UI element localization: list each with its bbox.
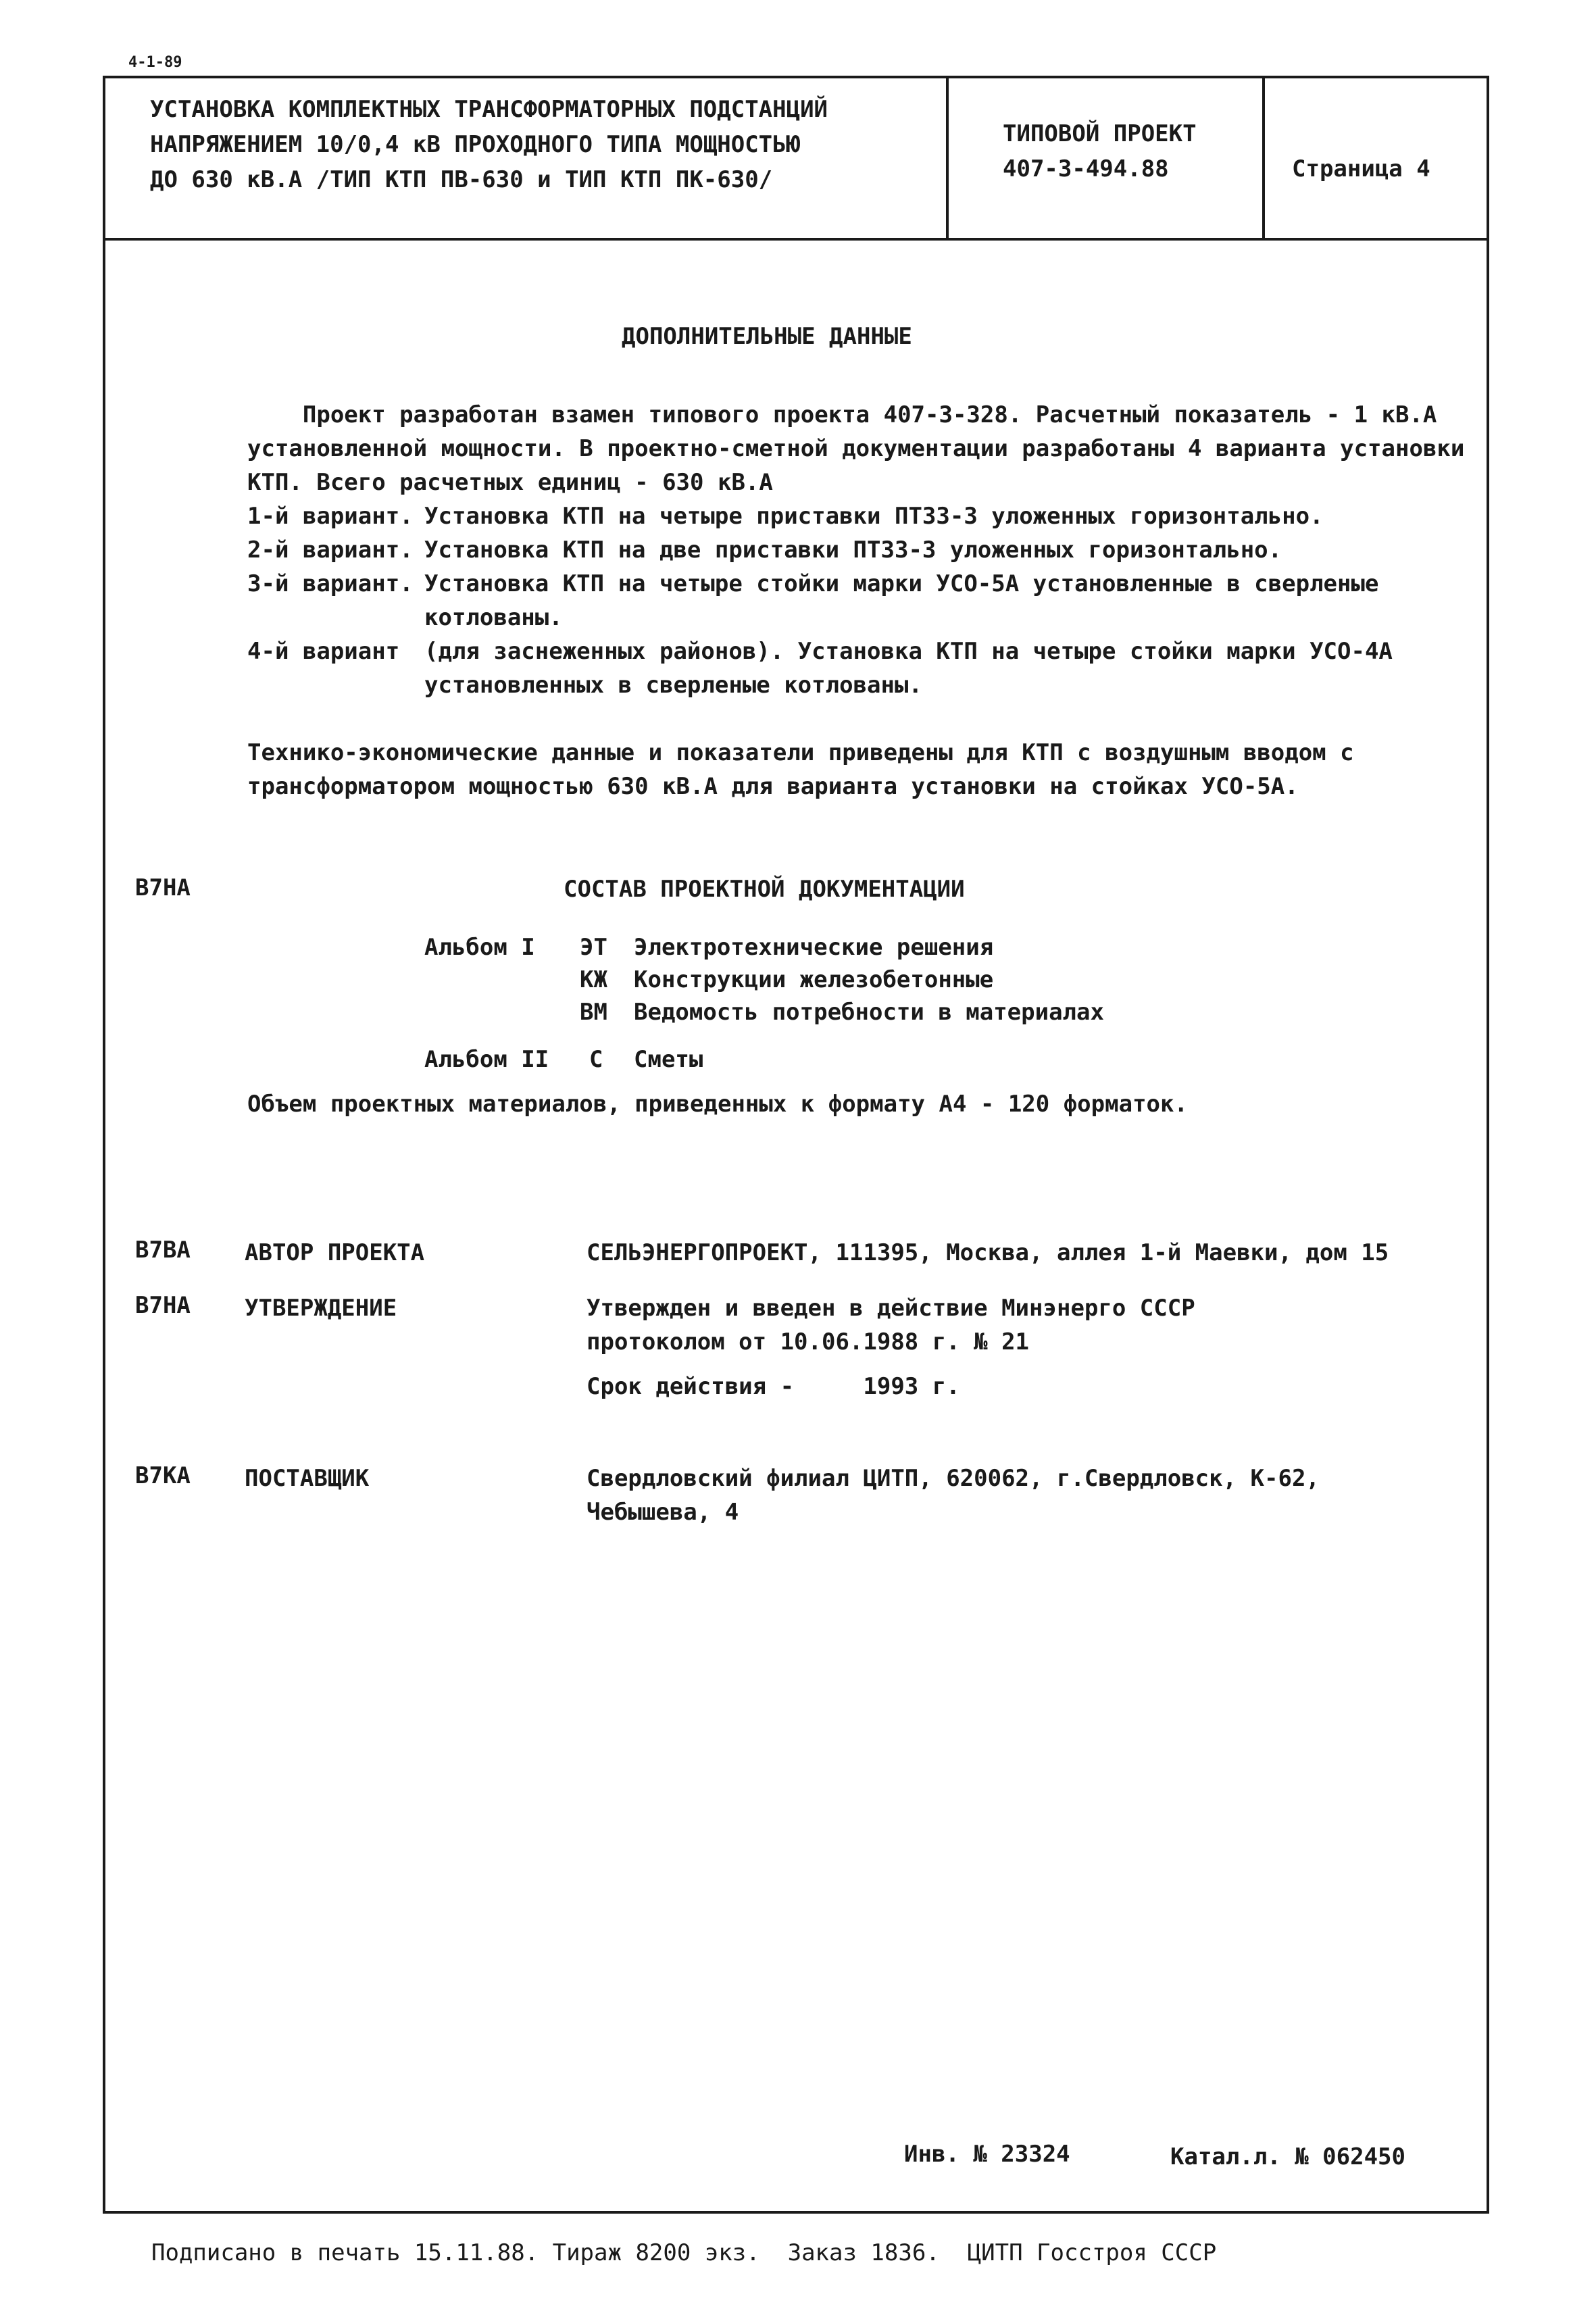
para-line-3: КТП. Всего расчетных единиц - 630 кВ.А [247, 469, 773, 496]
approval-line-1: Утвержден и введен в действие Минэнерго СССР [587, 1295, 1195, 1322]
project-number: 407-3-494.88 [1003, 155, 1169, 182]
variant-3-label: 3-й вариант. [247, 570, 414, 597]
author-value: СЕЛЬЭНЕРГОПРОЕКТ, 111395, Москва, аллея 1-й Маевки, дом 15 [587, 1239, 1389, 1266]
album-2-label: Альбом II [424, 1046, 549, 1073]
para-line-2: установленной мощности. В проектно-сметной документации разработаны 4 варианта установки [247, 435, 1465, 462]
corner-code: 4-1-89 [128, 54, 182, 71]
variant-2-text: Установка КТП на две приставки ПТ33-3 уложенных горизонтально. [424, 537, 1282, 564]
album-1-item-2-code: КЖ [580, 966, 607, 993]
header-divider [103, 238, 1489, 241]
para-line-1: Проект разработан взамен типового проекта 407-3-328. Расчетный показатель - 1 кВ.А [247, 401, 1437, 428]
supplier-line-2: Чебышева, 4 [587, 1499, 739, 1526]
album-1-item-2-name: Конструкции железобетонные [634, 966, 994, 993]
header-title-line-1: УСТАНОВКА КОМПЛЕКТНЫХ ТРАНСФОРМАТОРНЫХ ПОДСТАНЦИЙ [150, 96, 828, 123]
header-title-line-3: ДО 630 кВ.А /ТИП КТП ПВ-630 и ТИП КТП ПК-630/ [150, 166, 773, 193]
header-column-divider-2 [1262, 76, 1265, 241]
variant-4-text-line-1: (для заснеженных районов). Установка КТП на четыре стойки марки УСО-4А [424, 638, 1393, 665]
header-column-divider-1 [946, 76, 949, 241]
approval-code: В7НА [135, 1292, 191, 1319]
imprint-line: Подписано в печать 15.11.88. Тираж 8200 экз. Заказ 1836. ЦИТП Госстроя СССР [151, 2239, 1217, 2266]
variant-4-text-line-2: установленных в сверленые котлованы. [424, 672, 922, 699]
tech-line-2: трансформатором мощностью 630 кВ.А для варианта установки на стойках УСО-5А. [247, 773, 1299, 800]
project-label: ТИПОВОЙ ПРОЕКТ [1003, 120, 1197, 147]
inventory-number: Инв. № 23324 [904, 2141, 1070, 2168]
variant-3-text-line-1: Установка КТП на четыре стойки марки УСО-5А установленные в сверленые [424, 570, 1379, 597]
catalog-number: Катал.л. № 062450 [1170, 2143, 1405, 2170]
volume-note: Объем проектных материалов, приведенных к формату А4 - 120 форматок. [247, 1091, 1188, 1118]
album-1-item-1-name: Электротехнические решения [634, 934, 994, 961]
album-2-item-1-name: Сметы [634, 1046, 703, 1073]
approval-line-2: протоколом от 10.06.1988 г. № 21 [587, 1328, 1030, 1355]
variant-1-label: 1-й вариант. [247, 503, 414, 530]
album-1-item-1-code: ЭТ [580, 934, 607, 961]
variant-3-text-line-2: котлованы. [424, 604, 563, 631]
page-frame [103, 76, 1489, 2214]
album-2-item-1-code: С [589, 1046, 603, 1073]
album-1-label: Альбом I [424, 934, 535, 961]
variant-4-label: 4-й вариант [247, 638, 400, 665]
author-label: АВТОР ПРОЕКТА [245, 1239, 425, 1266]
approval-label: УТВЕРЖДЕНИЕ [245, 1295, 397, 1322]
supplier-code: В7КА [135, 1462, 191, 1489]
additional-heading: ДОПОЛНИТЕЛЬНЫЕ ДАННЫЕ [622, 323, 912, 350]
variant-2-label: 2-й вариант. [247, 537, 414, 564]
album-1-item-3-code: ВМ [580, 999, 607, 1026]
header-title-line-2: НАПРЯЖЕНИЕМ 10/0,4 кВ ПРОХОДНОГО ТИПА МОЩНОСТЬЮ [150, 131, 801, 158]
author-code: В7ВА [135, 1237, 191, 1264]
variant-1-text: Установка КТП на четыре приставки ПТ33-3 уложенных горизонтально. [424, 503, 1324, 530]
tech-line-1: Технико-экономические данные и показатели приведены для КТП с воздушным вводом с [247, 739, 1354, 766]
supplier-line-1: Свердловский филиал ЦИТП, 620062, г.Свердловск, К-62, [587, 1465, 1320, 1492]
composition-code: В7НА [135, 874, 191, 901]
approval-term: Срок действия - 1993 г. [587, 1373, 960, 1400]
album-1-item-3-name: Ведомость потребности в материалах [634, 999, 1104, 1026]
supplier-label: ПОСТАВЩИК [245, 1465, 370, 1492]
page-number: Страница 4 [1292, 155, 1430, 182]
composition-heading: СОСТАВ ПРОЕКТНОЙ ДОКУМЕНТАЦИИ [564, 876, 965, 903]
